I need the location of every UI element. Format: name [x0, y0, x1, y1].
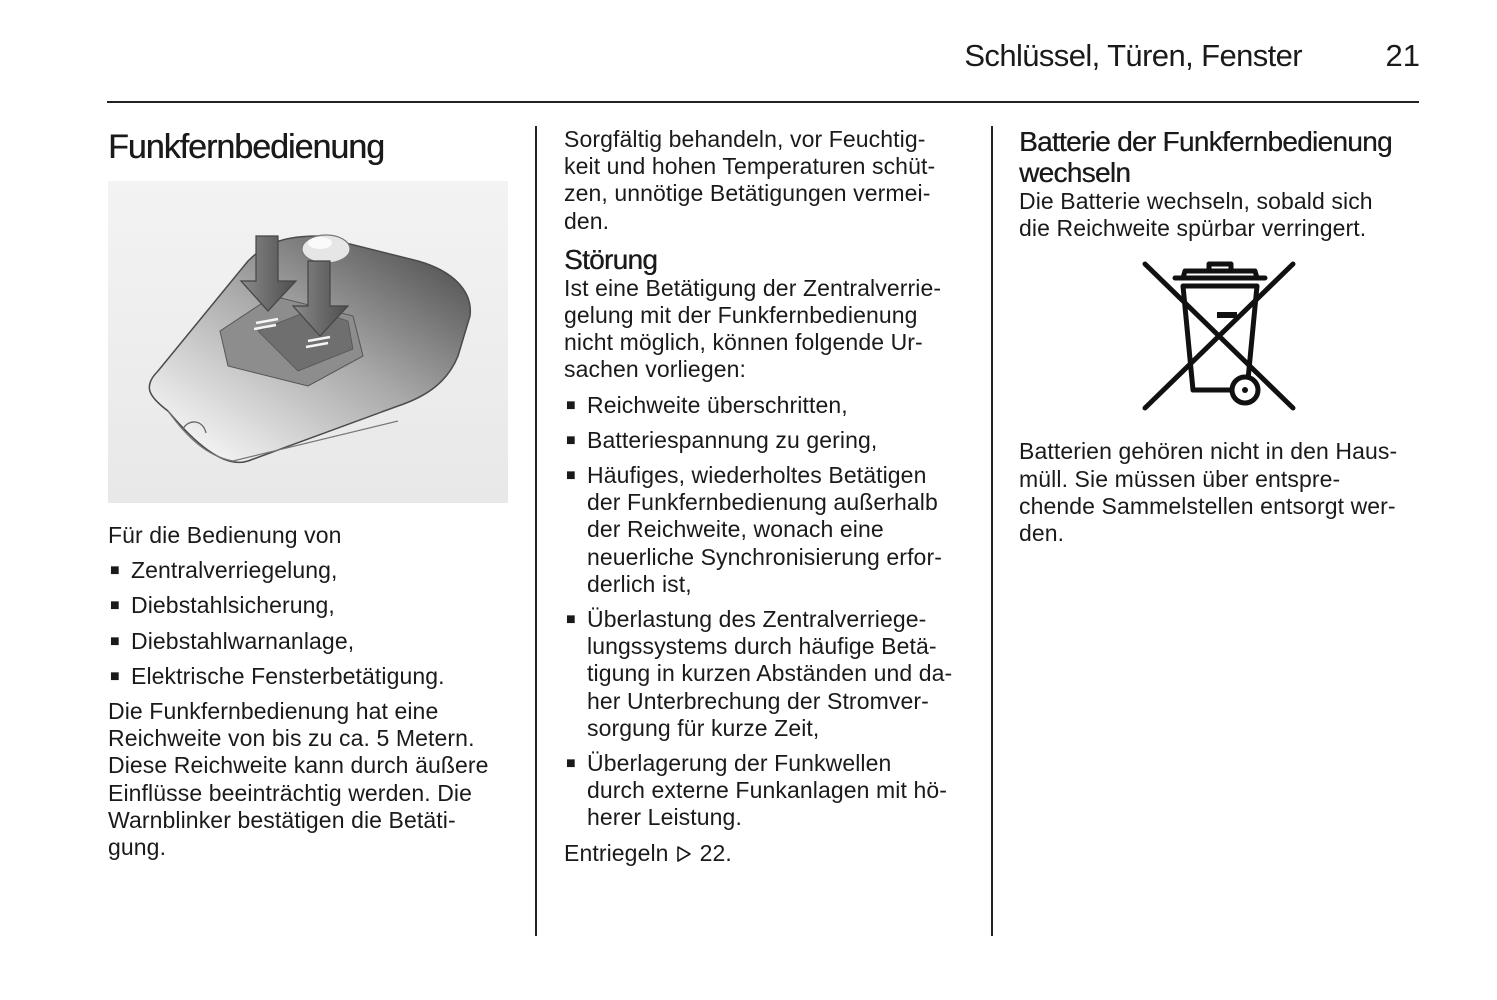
fault-causes-list: [564, 392, 969, 832]
list-item: ■ Batteriespannung zu gering,: [566, 426, 878, 453]
cross-reference[interactable]: Entriegeln 22.: [564, 839, 732, 866]
list-item: ■ Reichweite überschritten,: [566, 391, 848, 418]
subsection-heading: Störung: [564, 243, 658, 275]
list-item: ■ Elektrische Fensterbetätigung.: [110, 662, 445, 689]
usage-intro: Für die Bedienung von: [108, 522, 342, 548]
remote-key-illustration: [108, 181, 508, 503]
running-header-title: Schlüssel, Türen, Fenster: [964, 38, 1302, 73]
page-number: 21: [1385, 38, 1420, 73]
fault-paragraph: Ist eine Betätigung der Zentralverrie- gelung mit der Funkfernbedienung nicht möglich, können folgende Ur- sachen vorliegen:: [564, 274, 942, 383]
subsection-heading: Batterie der Funkfernbedienung wechseln: [1019, 126, 1392, 188]
care-paragraph: Sorgfältig behandeln, vor Feuchtig- keit und hohen Temperaturen schüt- zen, unnötige Betätigungen vermei- den.: [564, 126, 936, 234]
cross-reference-arrow-icon: [675, 845, 693, 863]
battery-intro: Die Batterie wechseln, sobald sich die Reichweite spürbar verringert.: [1019, 188, 1373, 242]
left-column: [108, 126, 518, 861]
list-item: ■ Zentralverriegelung,: [110, 557, 338, 584]
feature-list: [108, 557, 518, 690]
list-item: ■ Diebstahlwarnanlage,: [110, 627, 355, 654]
right-column: [1019, 126, 1424, 547]
list-item: ■ Überlagerung der Funkwellen durch externe Funkanlagen mit hö- herer Leistung.: [566, 750, 948, 831]
middle-column: [564, 126, 969, 867]
crossed-out-bin-icon: [1139, 258, 1299, 414]
section-heading: Funkfernbedienung: [108, 128, 385, 166]
range-paragraph: Die Funkfernbedienung hat eine Reichweite von bis zu ca. 5 Metern. Diese Reichweite kann durch äußere Einflüsse beeinträchtig werden. Die Warnblinker bestätigen die Betäti- gung.: [108, 698, 489, 861]
list-item: ■ Überlastung des Zentralverriege- lungssystems durch häufige Betä- tigung in kurzen Abständen und da- her Unterbrechung der Stromver- sorgung für kurze Zeit,: [566, 606, 953, 741]
list-item: ■ Diebstahlsicherung,: [110, 592, 335, 619]
disposal-paragraph: Batterien gehören nicht in den Haus- müll. Sie müssen über entspre- chende Sammelstellen entsorgt wer- den.: [1019, 438, 1398, 547]
header-rule: [107, 101, 1419, 103]
column-divider: [535, 126, 537, 936]
column-divider: [991, 126, 993, 936]
list-item: ■ Häufiges, wiederholtes Betätigen der Funkfernbedienung außerhalb der Reichweite, wonach eine neuerliche Synchronisierung erfor- derlich ist,: [566, 462, 942, 597]
